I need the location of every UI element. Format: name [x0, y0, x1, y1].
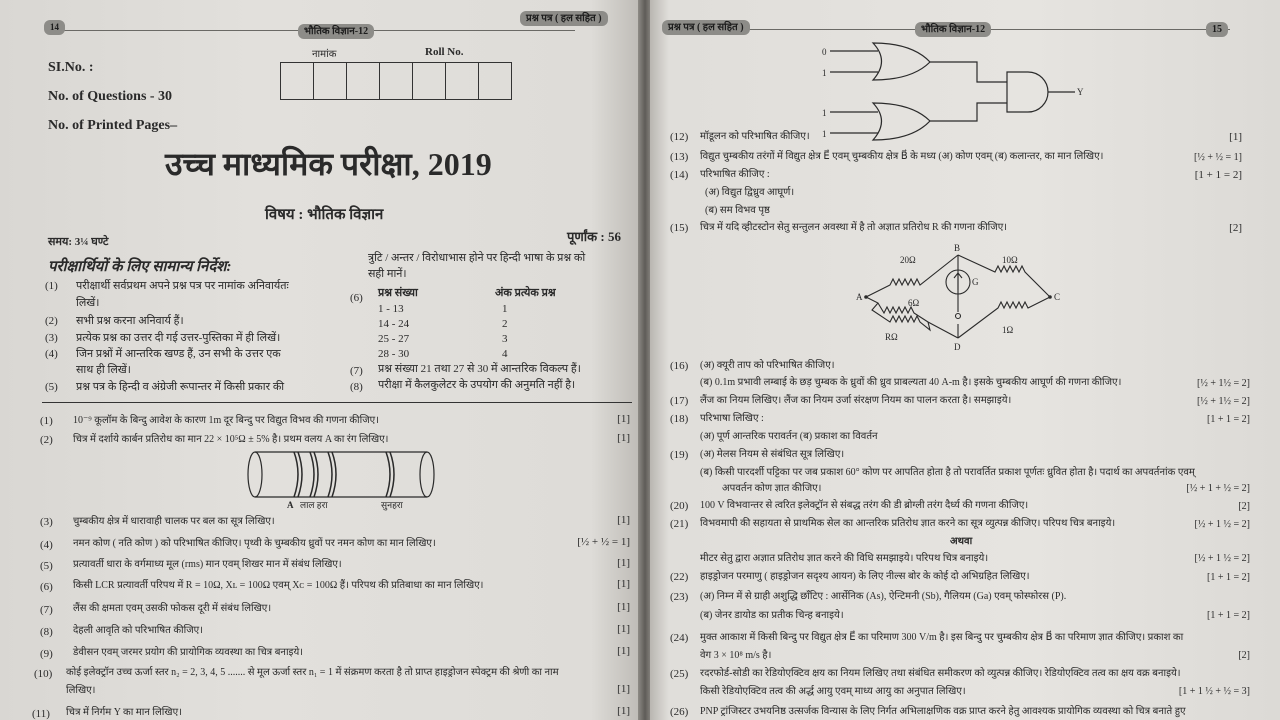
- num-questions: No. of Questions - 30: [48, 89, 173, 104]
- question-text: 10⁻⁹ कूलॉम के बिन्दु आवेश के कारण 1m दूर बिन्दु पर विद्युत विभव की गणना कीजिए।: [73, 415, 379, 426]
- question-number: (12): [670, 131, 689, 143]
- question-marks: [1 + 1 = 2]: [1194, 169, 1242, 181]
- instruction-number: (5): [45, 381, 58, 393]
- question-number: (22): [670, 571, 689, 583]
- question-number: (26): [670, 706, 689, 718]
- question-text: किसी रेडियोएक्टिव तत्व की अर्द्ध आयु एवम् माध्य आयु का अनुपात लिखिए।: [700, 686, 966, 697]
- page-number: 15: [1206, 22, 1228, 37]
- header-book: भौतिक विज्ञान-12: [298, 24, 374, 39]
- right-page: [650, 0, 1280, 720]
- question-marks: [1]: [617, 705, 630, 717]
- marks-table-cell: 2: [502, 318, 508, 330]
- question-marks: [2]: [1229, 222, 1242, 234]
- question-text: (ब) जेनर डायोड का प्रतीक चिन्ह बनाइये।: [700, 610, 844, 621]
- question-text: चित्र में यदि व्हीटस्टोन सेतु सन्तुलन अवस्था में है तो अज्ञात प्रतिरोध R की गणना कीजिए।: [700, 222, 1008, 233]
- instruction-text: सभी प्रश्न करना अनिवार्य हैं।: [76, 315, 184, 327]
- question-text: लिखिए।: [66, 685, 96, 696]
- sl-no: SI.No. :: [48, 60, 94, 75]
- question-text: 100 V विभवान्तर से त्वरित इलेक्ट्रॉन से संबद्ध तरंग की डी ब्रोग्ली तरंग दैर्ध्य की गणना कीजिए।: [700, 500, 1029, 511]
- question-number: (17): [670, 395, 689, 407]
- question-number: (1): [40, 415, 53, 427]
- question-number: (15): [670, 222, 689, 234]
- instruction-text: जिन प्रश्नों में आन्तरिक खण्ड हैं, उन सभी के उत्तर एक: [76, 348, 281, 360]
- question-text: लैंज का नियम लिखिए। लैंज का नियम उर्जा संरक्षण नियम का पालन करता है। समझाइये।: [700, 395, 1012, 406]
- gate-input-2: 1: [822, 108, 827, 118]
- band-red-green-label: लाल हरा: [300, 500, 328, 510]
- question-text: (अ) मेलस नियम से संबंधित सूत्र लिखिए।: [700, 449, 845, 460]
- question-text: चित्र में दर्शाये कार्बन प्रतिरोध का मान 22 × 10⁵Ω ± 5% है। प्रथम वलय A का रंग लिखिए।: [73, 434, 389, 445]
- question-number: (6): [40, 581, 53, 593]
- time: समय: 3¼ घण्टे: [48, 236, 109, 248]
- question-marks: [1 + 1 ½ + ½ = 3]: [1178, 686, 1250, 697]
- instruction-text: प्रश्न संख्या 21 तथा 27 से 30 में आन्तरिक विकल्प हैं।: [378, 363, 581, 375]
- question-text: परिभाषित कीजिए :: [700, 169, 770, 180]
- instruction-number: (3): [45, 332, 58, 344]
- question-text: (ब) किसी पारदर्शी पट्टिका पर जब प्रकाश 60° कोण पर आपतित होता है तो परावर्तित प्रकाश पूर्णतः ध्रुवित होता है। पदार्थ का अपवर्तनांक एवम्: [700, 467, 1195, 478]
- instruction-text: परीक्षार्थी सर्वप्रथम अपने प्रश्न पत्र पर नामांक अनिवार्यतः: [76, 280, 289, 292]
- question-text: (ब) 0.1m प्रभावी लम्बाई के छड़ चुम्बक के ध्रुवों की ध्रुव प्राबल्यता 40 A-m है। इसके चुम्बकीय आघूर्ण की गणना कीजिए।: [700, 377, 1122, 388]
- subject: विषय : भौतिक विज्ञान: [265, 207, 384, 223]
- question-marks: [1 + 1 = 2]: [1207, 610, 1250, 621]
- question-number: (8): [40, 626, 53, 638]
- instruction-text: लिखें।: [76, 297, 100, 309]
- page-number: 14: [44, 20, 65, 35]
- node-d: D: [954, 342, 961, 352]
- question-text: चित्र में निर्गम Y का मान लिखिए।: [66, 707, 182, 718]
- marks-table-cell: 4: [502, 348, 508, 360]
- question-marks: [½ + 1 + ½ = 2]: [1186, 483, 1250, 494]
- question-text: (अ) क्यूरी ताप को परिभाषित कीजिए।: [700, 360, 835, 371]
- question-text: कोई इलेक्ट्रॉन उच्च ऊर्जा स्तर n₂ = 2, 3, 4, 5 ....... से मूल ऊर्जा स्तर n₁ = 1 में संक्रमण करता है तो प्राप्त हाइड्रोजन स्पेक्ट्रम की श्रेणी का नाम: [66, 667, 559, 678]
- instruction-text: प्रत्येक प्रश्न का उत्तर दी गई उत्तर-पुस्तिका में ही लिखें।: [76, 332, 281, 344]
- marks-table-header: अंक प्रत्येक प्रश्न: [495, 287, 556, 299]
- question-text: डेवीसन एवम् जरमर प्रयोग की प्रायोगिक व्यवस्था का चित्र बनाइये।: [73, 647, 304, 658]
- question-number: (25): [670, 668, 689, 680]
- gate-input-1: 1: [822, 68, 827, 78]
- question-number: (4): [40, 539, 53, 551]
- question-marks: [1]: [617, 578, 630, 590]
- question-text: प्रत्यावर्ती धारा के वर्गमाध्य मूल (rms) मान एवम् शिखर मान में संबंध लिखिए।: [73, 559, 342, 570]
- node-b: B: [954, 243, 961, 253]
- question-text: मीटर सेतु द्वारा अज्ञात प्रतिरोध ज्ञात करने की विधि समझाइये। परिपथ चित्र बनाइये।: [700, 553, 989, 564]
- question-marks: [1]: [617, 645, 630, 657]
- header-section: प्रश्न पत्र ( हल सहित ): [520, 11, 608, 26]
- question-text: विद्युत चुम्बकीय तरंगों में विद्युत क्षेत्र E⃗ एवम् चुम्बकीय क्षेत्र B⃗ के मध्य (अ) कोण एवम् (ब) कलान्तर, का मान लिखिए।: [700, 151, 1104, 162]
- question-number: (24): [670, 632, 689, 644]
- node-c: C: [1054, 292, 1061, 302]
- question-text: अपवर्तन कोण ज्ञात कीजिए।: [722, 483, 822, 494]
- question-marks: [½ + ½ = 1]: [577, 536, 630, 548]
- marks-table-header: प्रश्न संख्या: [378, 287, 418, 299]
- band-gold-label: सुनहरा: [381, 500, 403, 510]
- gate-input-0: 0: [822, 47, 827, 57]
- resistor-1-ohm: 1Ω: [1002, 325, 1014, 335]
- question-number: (23): [670, 591, 689, 603]
- question-number: (11): [32, 708, 50, 720]
- instructions-heading: परीक्षार्थियों के लिए सामान्य निर्देश:: [48, 259, 232, 275]
- question-text: (अ) निम्न में से ग्राही अशुद्धि छाँटिए : आर्सेनिक (As), ऐन्टिमनी (Sb), गैलियम (Ga) एवम् फोस्फोरस (P).: [700, 591, 1067, 602]
- question-text: किसी LCR प्रत्यावर्ती परिपथ में R = 10Ω, Xʟ = 100Ω एवम् Xᴄ = 100Ω हैं। परिपथ की प्रतिबाधा का मान लिखिए।: [73, 580, 484, 591]
- instruction-number: (7): [350, 365, 363, 377]
- question-marks: [1 + 1 = 2]: [1207, 572, 1250, 583]
- question-text: नमन कोण ( नति कोण ) को परिभाषित कीजिए। पृथ्वी के चुम्बकीय ध्रुवों पर नमन कोण का मान लिखिए।: [73, 538, 436, 549]
- question-text: हाइड्रोजन परमाणु ( हाइड्रोजन सदृश्य आयन) के लिए नील्स बोर के कोई दो अभिग्रहित लिखिए।: [700, 571, 1030, 582]
- max-marks: पूर्णांक : 56: [567, 229, 621, 244]
- marks-table-cell: 28 - 30: [378, 348, 410, 360]
- marks-table-cell: 14 - 24: [378, 318, 410, 330]
- question-marks: [½ + 1½ = 2]: [1197, 396, 1250, 407]
- question-number: (5): [40, 560, 53, 572]
- question-marks: [1]: [617, 601, 630, 613]
- marks-table-cell: 1 - 13: [378, 303, 404, 315]
- question-text: लैंस की क्षमता एवम् उसकी फोकस दूरी में संबंध लिखिए।: [73, 603, 272, 614]
- printed-pages: No. of Printed Pages–: [48, 118, 178, 133]
- question-text: रदरफोर्ड-सोडी का रेडियोएक्टिव क्षय का नियम लिखिए तथा संबंधित समीकरण को व्युत्पन्न कीजिए। रेडियोएक्टिव तत्व का क्षय वक्र बनाइये।: [700, 668, 1181, 679]
- question-marks: [2]: [1238, 501, 1250, 512]
- node-a: A: [856, 292, 863, 302]
- header-section: प्रश्न पत्र ( हल सहित ): [662, 20, 750, 35]
- question-number: (21): [670, 518, 689, 530]
- marks-table-cell: 25 - 27: [378, 333, 410, 345]
- question-marks: [1]: [617, 514, 630, 526]
- question-number: (13): [670, 151, 689, 163]
- instruction-text: सही मानें।: [368, 268, 407, 280]
- question-text: विभवमापी की सहायता से प्राथमिक सेल का आन्तरिक प्रतिरोध ज्ञात करने का सूत्र व्युत्पन्न कीजिए। परिपथ चित्र बनाइये।: [700, 518, 1116, 529]
- header-book: भौतिक विज्ञान-12: [915, 22, 991, 37]
- instruction-text: परीक्षा में कैलकुलेटर के उपयोग की अनुमति नहीं है।: [378, 379, 576, 391]
- question-marks: [1]: [617, 623, 630, 635]
- question-text: PNP ट्रांजिस्टर उभयनिष्ठ उत्सर्जक विन्यास के लिए निर्गत अभिलाक्षणिक वक्र प्राप्त करने हेतु आवश्यक प्रायोगिक व्यवस्था को चित्र बनाते हुए: [700, 706, 1186, 717]
- question-number: (10): [34, 668, 53, 680]
- question-marks: [1]: [617, 413, 630, 425]
- resistor-20-ohm: 20Ω: [900, 255, 916, 265]
- question-marks: [1 + 1 = 2]: [1207, 414, 1250, 425]
- question-text: मॉडूलन को परिभाषित कीजिए।: [700, 131, 810, 142]
- question-number: (2): [40, 434, 53, 446]
- question-number: (3): [40, 516, 53, 528]
- question-number: (16): [670, 360, 689, 372]
- question-text: (अ) पूर्ण आन्तरिक परावर्तन (ब) प्रकाश का विवर्तन: [700, 431, 878, 442]
- instruction-text: प्रश्न पत्र के हिन्दी व अंग्रेजी रूपान्तर में किसी प्रकार की: [76, 381, 285, 393]
- question-number: (20): [670, 500, 689, 512]
- question-number: (7): [40, 604, 53, 616]
- question-number: (9): [40, 648, 53, 660]
- resistor-6-ohm: 6Ω: [908, 298, 920, 308]
- question-marks: [½ + 1 ½ = 2]: [1194, 553, 1250, 564]
- question-text: वेग 3 × 10⁸ m/s है।: [700, 650, 772, 661]
- question-part: (अ) विद्युत द्विध्रुव आघूर्ण।: [705, 187, 795, 198]
- question-part: (ब) सम विभव पृष्ठ: [705, 205, 770, 216]
- or-label: अथवा: [950, 536, 973, 547]
- question-marks: [1]: [617, 557, 630, 569]
- question-marks: [½ + ½ = 1]: [1194, 152, 1242, 163]
- marks-table-cell: 3: [502, 333, 508, 345]
- band-a-label: A: [287, 500, 294, 510]
- question-marks: [½ + 1½ = 2]: [1197, 378, 1250, 389]
- question-marks: [1]: [617, 432, 630, 444]
- question-number: (19): [670, 449, 689, 461]
- instruction-text: साथ ही लिखें।: [76, 364, 131, 376]
- question-number: (18): [670, 413, 689, 425]
- instruction-number: (1): [45, 280, 58, 292]
- question-text: देहली आवृति को परिभाषित कीजिए।: [73, 625, 203, 636]
- resistor-10-ohm: 10Ω: [1002, 255, 1018, 265]
- instruction-text: त्रुटि / अन्तर / विरोधाभास होने पर हिन्दी भाषा के प्रश्न को: [368, 252, 586, 264]
- question-marks: [½ + 1 ½ = 2]: [1194, 519, 1250, 530]
- question-text: परिभाषा लिखिए :: [700, 413, 764, 424]
- gate-output-y: Y: [1077, 87, 1084, 97]
- instruction-number: (4): [45, 348, 58, 360]
- instruction-number: (2): [45, 315, 58, 327]
- instruction-number: (6): [350, 292, 363, 304]
- galvanometer-label: G: [972, 277, 979, 287]
- question-marks: [2]: [1238, 650, 1250, 661]
- instruction-number: (8): [350, 381, 363, 393]
- question-text: चुम्बकीय क्षेत्र में धारावाही चालक पर बल का सूत्र लिखिए।: [73, 516, 275, 527]
- gate-input-3: 1: [822, 129, 827, 139]
- question-number: (14): [670, 169, 689, 181]
- marks-table-cell: 1: [502, 303, 508, 315]
- question-text: मुक्त आकाश में किसी बिन्दु पर विद्युत क्षेत्र E⃗ का परिमाण 300 V/m है। इस बिन्दु पर चुम्बकीय क्षेत्र B⃗ का परिमाण ज्ञात कीजिए। प्रकाश का: [700, 632, 1184, 643]
- exam-title: उच्च माध्यमिक परीक्षा, 2019: [165, 146, 492, 182]
- roll-label-hi: नामांक: [312, 49, 337, 60]
- question-marks: [1]: [617, 683, 630, 695]
- roll-label-en: Roll No.: [425, 46, 464, 58]
- question-marks: [1]: [1229, 131, 1242, 143]
- resistor-r-ohm: RΩ: [885, 332, 898, 342]
